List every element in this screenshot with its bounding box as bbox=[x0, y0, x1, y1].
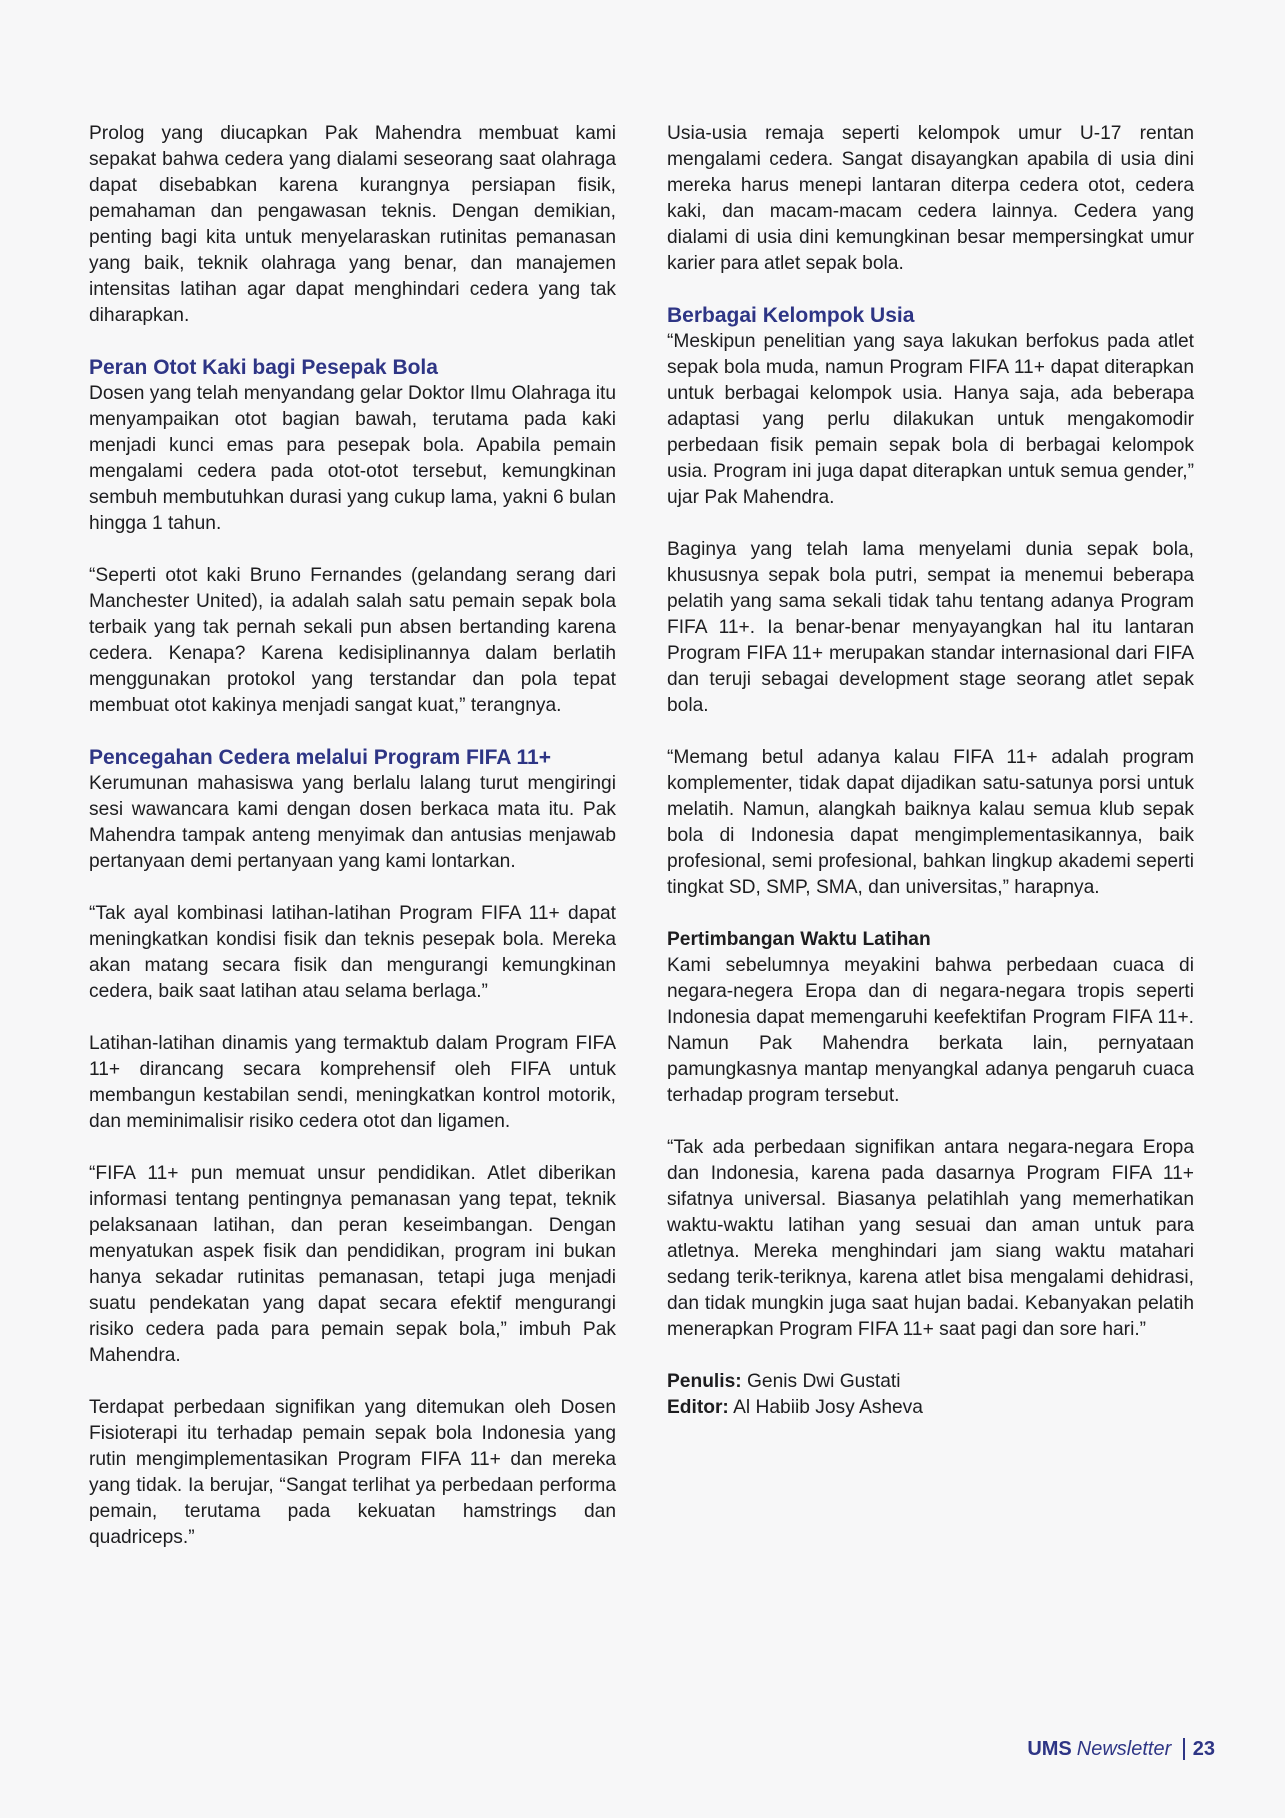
editor-label: Editor: bbox=[667, 1397, 729, 1418]
author-line bbox=[667, 1369, 1194, 1395]
left-column bbox=[89, 121, 616, 1577]
paragraph: “Seperti otot kaki Bruno Fernandes (gelandang serang dari Manchester United), ia adalah salah satu pemain sepak bola terbaik yang tak pernah sekali pun absen bertanding karena cedera. Kenapa? Karena kedisiplinannya dalam berlatih menggunakan protokol yang terstandar dan pola tepat membuat otot kakinya menjadi sangat kuat,” terangnya. bbox=[89, 565, 616, 716]
footer-divider bbox=[1183, 1738, 1185, 1760]
author-name: Genis Dwi Gustati bbox=[746, 1371, 901, 1392]
editor-name: Al Habiib Josy Asheva bbox=[733, 1397, 923, 1418]
section-heading-age-groups: Berbagai Kelompok Usia bbox=[667, 304, 915, 327]
paragraph: “Meskipun penelitian yang saya lakukan berfokus pada atlet sepak bola muda, namun Program FIFA 11+ dapat diterapkan untuk berbagai kelompok usia. Hanya saja, ada beberapa adaptasi yang perlu dilakukan untuk mengakomodir perbedaan fisik pemain sepak bola di berbagai kelompok usia. Program ini juga dapat diterapkan untuk semua gender,” ujar Pak Mahendra. bbox=[667, 331, 1194, 508]
paragraph: Baginya yang telah lama menyelami dunia sepak bola, khususnya sepak bola putri, sempat ia menemui beberapa pelatih yang sama sekali tidak tahu tentang adanya Program FIFA 11+. Ia benar-benar menyayangkan hal itu lantaran Program FIFA 11+ merupakan standar internasional dari FIFA dan teruji sebagai development stage seorang atlet sepak bola. bbox=[667, 539, 1194, 716]
paragraph: Kerumunan mahasiswa yang berlalu lalang turut mengiringi sesi wawancara kami dengan dosen berkaca mata itu. Pak Mahendra tampak anteng menyimak dan antusias menjawab pertanyaan demi pertanyaan yang kami lontarkan. bbox=[89, 773, 616, 872]
subheading-training-time: Pertimbangan Waktu Latihan bbox=[667, 929, 931, 950]
section-heading-injury-prevention: Pencegahan Cedera melalui Program FIFA 11+ bbox=[89, 746, 551, 769]
paragraph: “Tak ayal kombinasi latihan-latihan Program FIFA 11+ dapat meningkatkan kondisi fisik dan teknis pesepak bola. Mereka akan matang secara fisik dan mengurangi kemungkinan cedera, baik saat latihan atau selama berlaga.” bbox=[89, 903, 616, 1002]
paragraph: “Memang betul adanya kalau FIFA 11+ adalah program komplementer, tidak dapat dijadikan satu-satunya porsi untuk melatih. Namun, alangkah baiknya kalau semua klub sepak bola di Indonesia dapat mengimplementasikannya, baik profesional, semi profesional, bahkan lingkup akademi seperti tingkat SD, SMP, SMA, dan universitas,” harapnya. bbox=[667, 747, 1194, 898]
intro-paragraph: Prolog yang diucapkan Pak Mahendra membuat kami sepakat bahwa cedera yang dialami seseorang saat olahraga dapat disebabkan karena kurangnya persiapan fisik, pemahaman dan pengawasan teknis. Dengan demikian, penting bagi kita untuk menyelaraskan rutinitas pemanasan yang baik, teknik olahraga yang benar, dan manajemen intensitas latihan agar dapat menghindari cedera yang tak diharapkan. bbox=[89, 123, 616, 326]
author-label: Penulis: bbox=[667, 1371, 742, 1392]
paragraph: Terdapat perbedaan signifikan yang ditemukan oleh Dosen Fisioterapi itu terhadap pemain sepak bola Indonesia yang rutin mengimplementasikan Program FIFA 11+ dan mereka yang tidak. Ia berujar, “Sangat terlihat ya perbedaan performa pemain, terutama pada kekuatan hamstrings dan quadriceps.” bbox=[89, 1397, 616, 1548]
page-number: 23 bbox=[1192, 1738, 1215, 1760]
right-column bbox=[667, 121, 1194, 1447]
credits bbox=[667, 1369, 1194, 1421]
page-footer bbox=[1027, 1736, 1215, 1762]
paragraph: Kami sebelumnya meyakini bahwa perbedaan cuaca di negara-negera Eropa dan di negara-negara tropis seperti Indonesia dapat memengaruhi keefektifan Program FIFA 11+. Namun Pak Mahendra berkata lain, pernyataan pamungkasnya mantap menyangkal adanya pengaruh cuaca terhadap program tersebut. bbox=[667, 955, 1194, 1106]
paragraph: Dosen yang telah menyandang gelar Doktor Ilmu Olahraga itu menyampaikan otot bagian bawah, terutama pada kaki menjadi kunci emas para pesepak bola. Apabila pemain mengalami cedera pada otot-otot tersebut, kemungkinan sembuh membutuhkan durasi yang cukup lama, yakni 6 bulan hingga 1 tahun. bbox=[89, 383, 616, 534]
section-heading-leg-muscles: Peran Otot Kaki bagi Pesepak Bola bbox=[89, 356, 438, 379]
paragraph: Usia-usia remaja seperti kelompok umur U-17 rentan mengalami cedera. Sangat disayangkan apabila di usia dini mereka harus menepi lantaran diterpa cedera otot, cedera kaki, dan macam-macam cedera lainnya. Cedera yang dialami di usia dini kemungkinan besar mempersingkat umur karier para atlet sepak bola. bbox=[667, 123, 1194, 274]
editor-line bbox=[667, 1395, 1194, 1421]
paragraph: “Tak ada perbedaan signifikan antara negara-negara Eropa dan Indonesia, karena pada dasarnya Program FIFA 11+ sifatnya universal. Biasanya pelatihlah yang memerhatikan waktu-waktu latihan yang sesuai dan aman untuk para atletnya. Mereka menghindari jam siang waktu matahari sedang terik-teriknya, karena atlet bisa mengalami dehidrasi, dan tidak mungkin juga saat hujan badai. Kebanyakan pelatih menerapkan Program FIFA 11+ saat pagi dan sore hari.” bbox=[667, 1137, 1194, 1340]
footer-newsletter: Newsletter bbox=[1076, 1738, 1172, 1760]
footer-brand: UMS bbox=[1027, 1738, 1072, 1760]
paragraph: “FIFA 11+ pun memuat unsur pendidikan. Atlet diberikan informasi tentang pentingnya pemanasan yang tepat, teknik pelaksanaan latihan, dan peran keseimbangan. Dengan menyatukan aspek fisik dan pendidikan, program ini bukan hanya sekadar rutinitas pemanasan, tetapi juga menjadi suatu pendekatan yang dapat secara efektif mengurangi risiko cedera pada para pemain sepak bola,” imbuh Pak Mahendra. bbox=[89, 1163, 616, 1366]
paragraph: Latihan-latihan dinamis yang termaktub dalam Program FIFA 11+ dirancang secara komprehensif oleh FIFA untuk membangun kestabilan sendi, meningkatkan kontrol motorik, dan meminimalisir risiko cedera otot dan ligamen. bbox=[89, 1033, 616, 1132]
